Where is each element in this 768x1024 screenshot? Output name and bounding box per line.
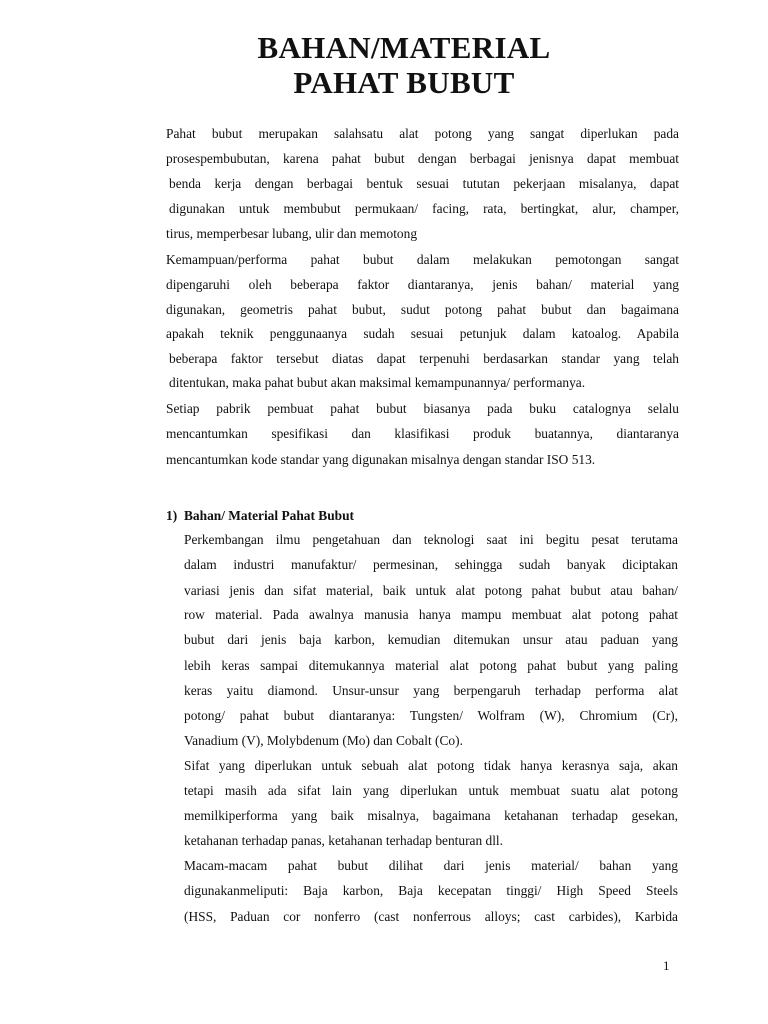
intro-p3-line: mencantumkan kode standar yang digunakan misalnya dengan standar ISO 513.	[166, 452, 596, 467]
section-p3-line	[184, 882, 678, 900]
section-p2-line: tetapi masih ada sifat lain yang diperlukan untuk membuat suatu alat potong	[184, 783, 678, 798]
section-p1-text: Pada awalnya manusia hanya mampu membuat alat potong pahat	[262, 607, 678, 622]
title-line-2: PAHAT BUBUT	[293, 65, 515, 100]
intro-p3-line: Setiap pabrik pembuat pahat bubut biasanya pada buku catalognya selalu	[166, 401, 679, 416]
section-number: 1)	[166, 508, 178, 523]
italic-term: High Speed Steels	[556, 883, 678, 898]
intro-p2-text: Kemampuan/performa pahat	[166, 252, 364, 267]
intro-p1-line: benda kerja dengan berbagai bentuk sesuai tututan pekerjaan misalanya, dapat	[169, 176, 679, 191]
intro-p1-line: prosespembubutan, karena pahat bubut dengan berbagai jenisnya dapat membuat	[166, 151, 679, 166]
section-p2-line: Sifat yang diperlukan untuk sebuah alat potong tidak hanya kerasnya saja, akan	[184, 758, 678, 773]
intro-p2-line: ditentukan, maka pahat bubut akan maksimal kemampunannya/ performanya.	[169, 375, 586, 390]
section-p1-line: potong/ pahat bubut diantaranya: Tungsten/ Wolfram (W), Chromium (Cr),	[184, 708, 678, 723]
bold-term: bubut	[363, 252, 394, 267]
title-line-1: BAHAN/MATERIAL	[257, 30, 551, 65]
section-p1-line: Vanadium (V), Molybdenum (Mo) dan Cobalt (Co).	[184, 733, 463, 748]
section-p2-line: memilkiperforma yang baik misalnya, bagaimana ketahanan terhadap gesekan,	[184, 808, 678, 823]
section-p1-line: Perkembangan ilmu pengetahuan dan teknologi saat ini begitu pesat terutama	[184, 532, 678, 547]
page-number: 1	[663, 958, 670, 973]
intro-p1-line: Pahat bubut merupakan salahsatu alat potong yang sangat diperlukan pada	[166, 126, 679, 141]
intro-p2-line: digunakan, geometris pahat bubut, sudut potong pahat bubut dan bagaimana	[166, 302, 679, 317]
italic-term: row material.	[184, 607, 263, 622]
document-title	[0, 30, 768, 100]
section-heading	[166, 507, 354, 525]
intro-p2-line: beberapa faktor tersebut diatas dapat terpenuhi berdasarkan standar yang telah	[169, 351, 679, 366]
intro-p2-line: dipengaruhi oleh beberapa faktor diantaranya, jenis bahan/ material yang	[166, 277, 679, 292]
section-p1-line: keras yaitu diamond. Unsur-unsur yang berpengaruh terhadap performa alat	[184, 683, 678, 698]
section-p1-line: dalam industri manufaktur/ permesinan, sehingga sudah banyak diciptakan	[184, 557, 678, 572]
section-p3-text: digunakanmeliputi: Baja karbon, Baja kecepatan tinggi/	[184, 883, 557, 898]
section-p1-line: lebih keras sampai ditemukannya material alat potong pahat bubut yang paling	[184, 658, 678, 673]
intro-p1-line: tirus, memperbesar lubang, ulir dan memotong	[166, 226, 418, 241]
section-p3-line: Macam-macam pahat bubut dilihat dari jenis material/ bahan yang	[184, 858, 678, 873]
intro-p2-line: apakah teknik penggunaanya sudah sesuai petunjuk dalam katoalog. Apabila	[166, 326, 679, 341]
section-p3-line: (HSS, Paduan cor nonferro (cast nonferrous alloys; cast carbides), Karbida	[184, 909, 678, 924]
section-title: Bahan/ Material Pahat Bubut	[184, 508, 355, 523]
section-p2-line: ketahanan terhadap panas, ketahanan terhadap benturan dll.	[184, 833, 503, 848]
intro-p3-line: mencantumkan spesifikasi dan klasifikasi produk buatannya, diantaranya	[166, 426, 679, 441]
section-p1-line: variasi jenis dan sifat material, baik untuk alat potong pahat bubut atau bahan/	[184, 583, 678, 598]
intro-p2-text: dalam melakukan pemotongan sangat	[393, 252, 679, 267]
intro-p2-line	[166, 251, 679, 269]
section-p1-line	[184, 606, 678, 624]
section-p1-line: bubut dari jenis baja karbon, kemudian ditemukan unsur atau paduan yang	[184, 632, 678, 647]
intro-p1-line: digunakan untuk membubut permukaan/ facing, rata, bertingkat, alur, champer,	[169, 201, 679, 216]
